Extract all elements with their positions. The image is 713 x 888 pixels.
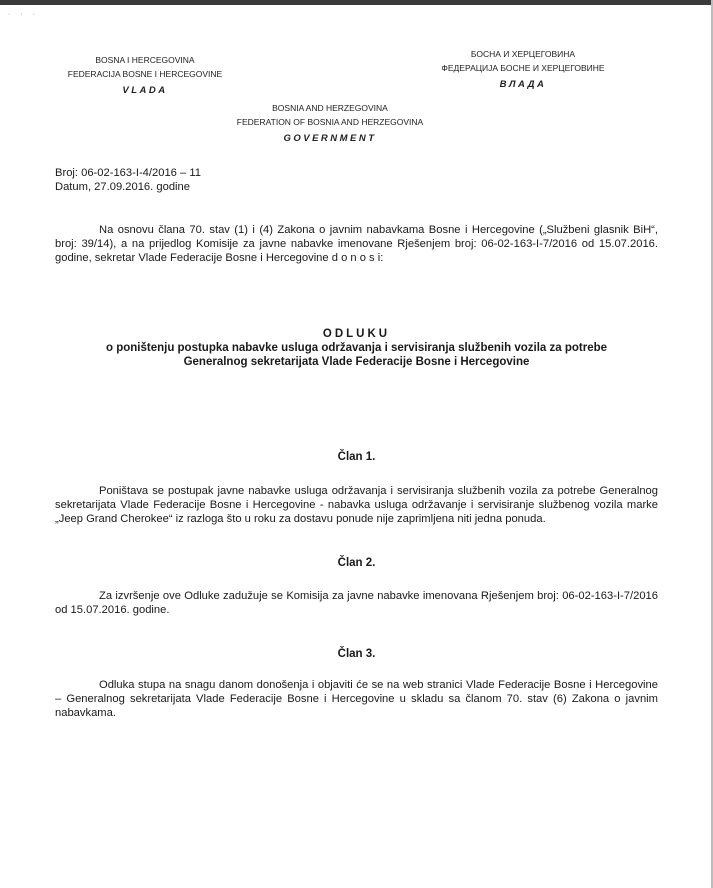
header-right-line2: ФЕДЕРАЦИЈА БОСНЕ И ХЕРЦЕГОВИНЕ	[441, 63, 605, 73]
document-meta	[55, 166, 201, 194]
decision-title: ODLUKU	[322, 328, 391, 340]
article-1-text: Poništava se postupak javne nabavke usluga održavanja i servisiranja službenih vozila za potrebe Generalnog sekretarijata Vlade Federacije Bosne i Hercegovine - nabavka usluga održavanje i servisiranje službenog vozila marke „Jeep Grand Cherokee“ iz razloga što u roku za dostavu ponude nije zaprimljena niti jedna ponuda.	[55, 485, 658, 526]
header-left-line1: BOSNA I HERCEGOVINA	[95, 55, 195, 65]
header-center-line3: GOVERNMENT	[283, 133, 377, 144]
article-3-heading: Član 3.	[337, 648, 376, 660]
decision-subtitle-line2: Generalnog sekretarijata Vlade Federacije Bosne i Hercegovine	[183, 356, 530, 368]
decision-title-block	[40, 327, 673, 369]
header-left-line2: FEDERACIJA BOSNE I HERCEGOVINE	[67, 69, 223, 79]
header-center-line1: BOSNIA AND HERZEGOVINA	[272, 103, 388, 113]
header-right-line1: БОСНА И ХЕРЦЕГОВИНА	[470, 49, 576, 59]
header-left-block	[50, 53, 240, 98]
header-right-line3: ВЛАДА	[499, 79, 547, 90]
article-1-heading: Član 1.	[337, 451, 376, 463]
decision-subtitle-line1: o poništenju postupka nabavke usluga održavanja i servisiranja službenih vozila za potrebe	[105, 342, 608, 354]
header-right-block	[418, 47, 628, 92]
scan-top-border	[0, 0, 713, 5]
article-2-heading: Član 2.	[337, 557, 376, 569]
article-3-text: Odluka stupa na snagu danom donošenja i objaviti će se na web stranici Vlade Federacije Bosne i Hercegovine – Generalnog sekretarijata Vlade Federacije Bosne i Hercegovine u skladu sa članom 70. stav (6) Zakona o javnim nabavkama.	[55, 679, 658, 720]
header-center-line2: FEDERATION OF BOSNIA AND HERZEGOVINA	[236, 117, 424, 127]
document-number: Broj: 06-02-163-I-4/2016 – 11	[55, 167, 201, 179]
document-date: Datum, 27.09.2016. godine	[55, 181, 190, 193]
scan-specks: ···	[8, 11, 45, 18]
header-left-line3: VLADA	[122, 85, 168, 96]
header-center-block	[215, 101, 445, 146]
intro-paragraph: Na osnovu člana 70. stav (1) i (4) Zakona o javnim nabavkama Bosne i Hercegovine („Službeni glasnik BiH“, broj: 39/14), a na prijedlog Komisije za javne nabavke imenovane Rješenjem broj: 06-02-163-I-7/2016 od 15.07.2016. godine, sekretar Vlade Federacije Bosne i Hercegovine d o n o s i:	[55, 224, 658, 265]
article-2-text: Za izvršenje ove Odluke zadužuje se Komisija za javne nabavke imenovana Rješenjem broj: 06-02-163-I-7/2016 od 15.07.2016. godine.	[55, 590, 658, 617]
